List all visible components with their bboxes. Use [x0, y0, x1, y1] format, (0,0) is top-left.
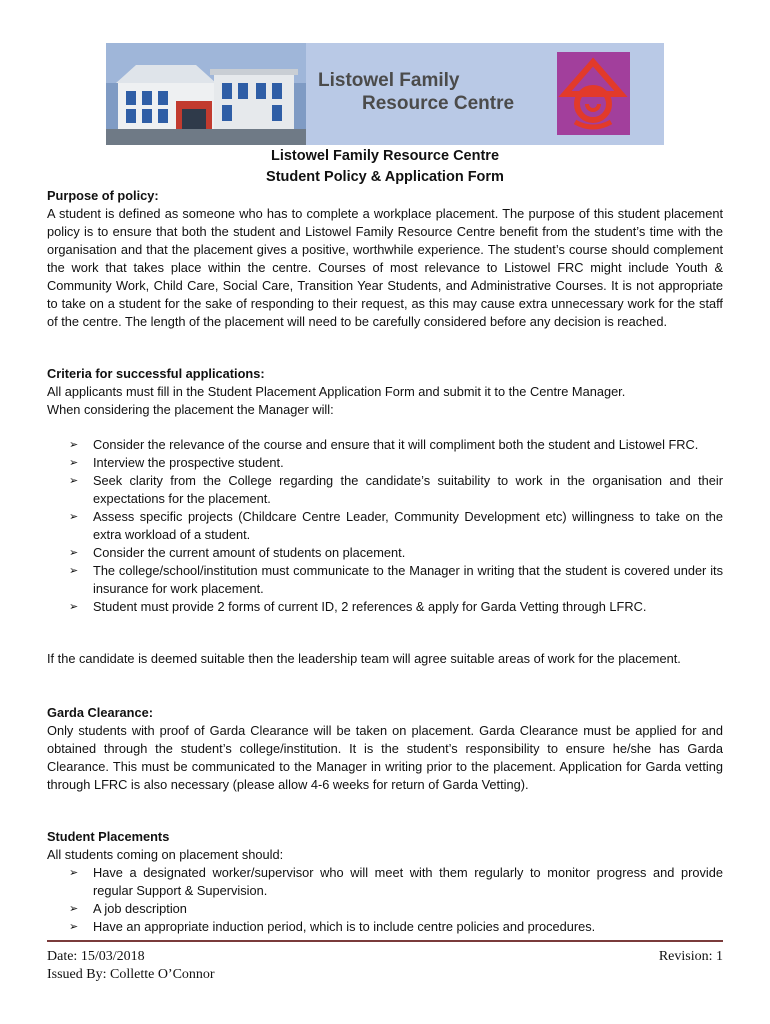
footer-revision: Revision: 1 — [658, 949, 723, 964]
list-item — [47, 918, 723, 936]
footer-issued-by: Issued By: Collette O’Connor — [47, 967, 215, 982]
criteria-intro-1: All applicants must fill in the Student Placement Application Form and submit it to the Centre Manager. — [47, 384, 626, 399]
arrow-bullet-icon: ➢ — [69, 439, 79, 451]
list-item — [47, 864, 723, 900]
arrow-bullet-icon: ➢ — [69, 565, 79, 577]
list-item — [47, 472, 723, 508]
arrow-bullet-icon: ➢ — [69, 601, 79, 613]
list-item-text: Interview the prospective student. — [93, 455, 284, 470]
arrow-bullet-icon: ➢ — [69, 867, 79, 879]
footer-divider — [47, 940, 723, 942]
list-item — [47, 900, 723, 918]
arrow-bullet-icon: ➢ — [69, 511, 79, 523]
list-item-text: The college/school/institution must communicate to the Manager in writing that the student is covered under its insurance for work placement. — [93, 563, 723, 596]
list-item-text: Consider the current amount of students on placement. — [93, 545, 406, 560]
header-banner — [106, 43, 664, 145]
list-item-text: Student must provide 2 forms of current ID, 2 references & apply for Garda Vetting through LFRC. — [93, 599, 647, 614]
arrow-bullet-icon: ➢ — [69, 903, 79, 915]
criteria-intro-2: When considering the placement the Manager will: — [47, 402, 334, 417]
placements-list — [47, 864, 723, 936]
footer-date: Date: 15/03/2018 — [47, 949, 145, 964]
arrow-bullet-icon: ➢ — [69, 547, 79, 559]
banner-org-name-line2: Resource Centre — [362, 93, 515, 114]
building-photo — [106, 43, 306, 145]
lfrc-logo — [557, 52, 630, 135]
criteria-heading: Criteria for successful applications: — [47, 366, 265, 381]
banner-org-name — [318, 69, 514, 115]
list-item-text: A job description — [93, 901, 187, 916]
list-item-text: Have a designated worker/supervisor who will meet with them regularly to monitor progress and provide regular Support & Supervision. — [93, 865, 723, 898]
criteria-list — [47, 436, 723, 616]
list-item — [47, 544, 723, 562]
list-item — [47, 454, 723, 472]
list-item-text: Consider the relevance of the course and ensure that it will compliment both the student and Listowel FRC. — [93, 437, 699, 452]
list-item — [47, 562, 723, 598]
arrow-bullet-icon: ➢ — [69, 457, 79, 469]
garda-body: Only students with proof of Garda Clearance will be taken on placement. Garda Clearance must be applied for and obtained through the student’s college/institution. It is the student’s responsibility to ensure he/she has Garda Clearance. This must be communicated to the Manager in writing prior to the placement. Application for Garda vetting through LFRC is also necessary (please allow 4-6 weeks for return of Garda Vetting). — [47, 723, 723, 792]
document-title-line2: Student Policy & Application Form — [266, 169, 504, 185]
placements-intro: All students coming on placement should: — [47, 847, 284, 862]
list-item — [47, 436, 723, 454]
arrow-bullet-icon: ➢ — [69, 921, 79, 933]
list-item-text: Assess specific projects (Childcare Centre Leader, Community Development etc) willingness to take on the extra workload of a student. — [93, 509, 723, 542]
list-item — [47, 598, 723, 616]
purpose-heading: Purpose of policy: — [47, 188, 159, 203]
document-title-line1: Listowel Family Resource Centre — [270, 148, 500, 164]
garda-heading: Garda Clearance: — [47, 705, 153, 720]
arrow-bullet-icon: ➢ — [69, 475, 79, 487]
list-item — [47, 508, 723, 544]
list-item-text: Have an appropriate induction period, which is to include centre policies and procedures. — [93, 919, 596, 934]
criteria-outro: If the candidate is deemed suitable then the leadership team will agree suitable areas of work for the placement. — [47, 651, 681, 666]
banner-org-name-line1: Listowel Family — [318, 70, 460, 91]
list-item-text: Seek clarity from the College regarding the candidate’s suitability to work in the organisation and their expectations for the placement. — [93, 473, 723, 506]
placements-heading: Student Placements — [47, 829, 170, 844]
purpose-body: A student is defined as someone who has to complete a workplace placement. The purpose of this student placement policy is to ensure that both the student and Listowel Family Resource Centre benefit from the student’s time with the organisation and that the placement gives a positive, worthwhile experience. The student’s course should complement the work that takes place within the centre. Courses of most relevance to Listowel FRC might include Youth & Community Work, Child Care, Social Care, Transition Year Students, and Administrative Courses. It is not appropriate to take on a student for the sake of responding to their request, as this may cause extra unnecessary work for the staff of the centre. The length of the placement will need to be carefully considered before any decision is reached. — [47, 206, 723, 329]
